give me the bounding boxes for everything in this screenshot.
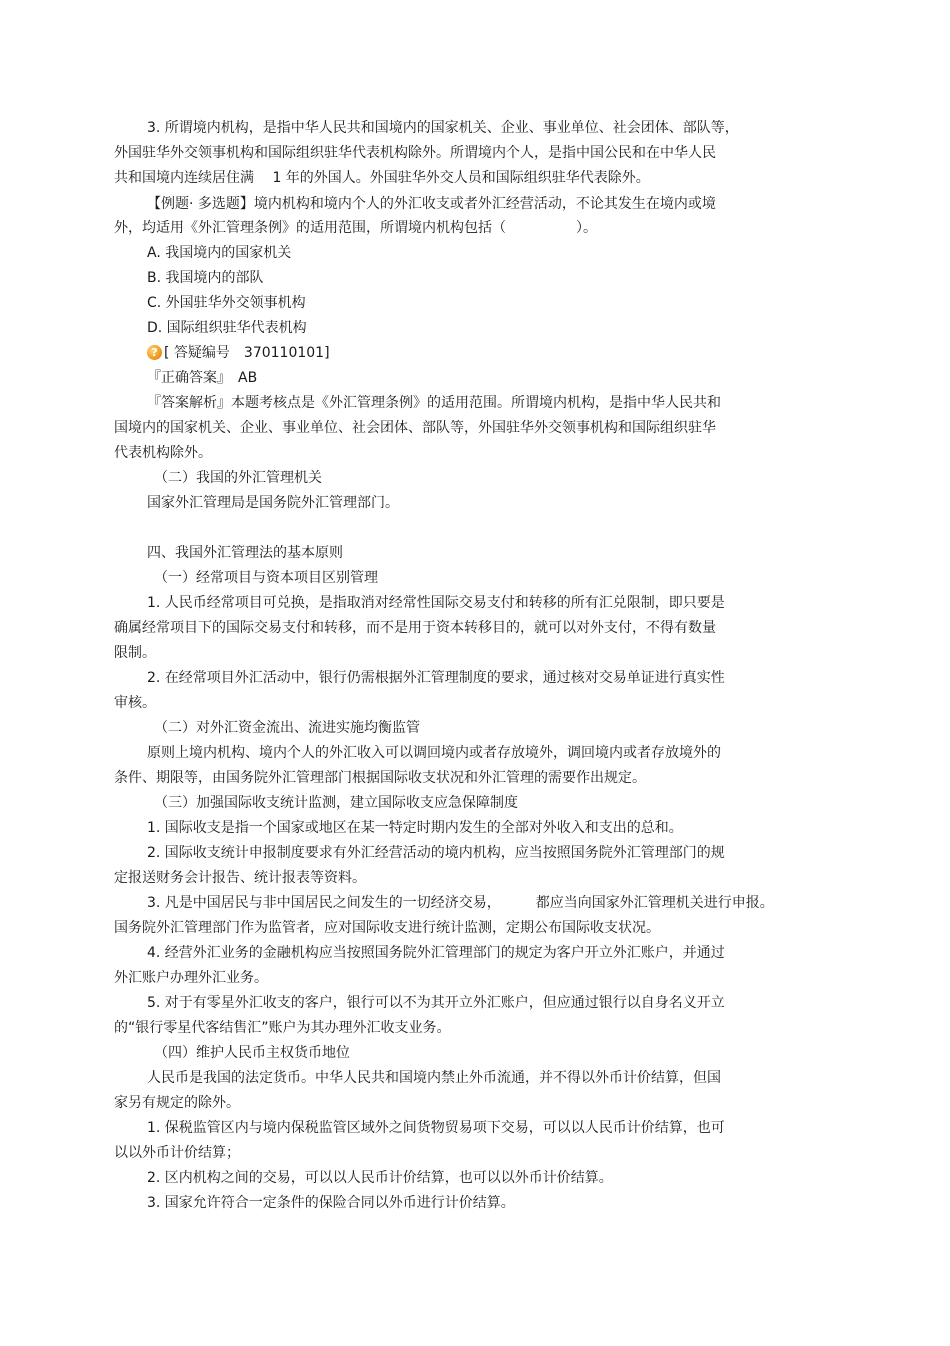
text-line: 外汇账户办理外汇业务。 [114, 970, 268, 986]
text-line: 共和国境内连续居住满 1 年的外国人。外国驻华外交人员和国际组织驻华代表除外。 [114, 170, 650, 186]
text-line: 3. 国家允许符合一定条件的保险合同以外币进行计价结算。 [147, 1195, 515, 1211]
option-b: B. 我国境内的部队 [147, 270, 264, 286]
text-line: 原则上境内机构、境内个人的外汇收入可以调回境内或者存放境外，调回境内或者存放境外的 [147, 745, 721, 761]
text-line: 3. 凡是中国居民与非中国居民之间发生的一切经济交易， 都应当向国家外汇管理机关进行申报。 [147, 895, 774, 911]
text-line: 外，均适用《外汇管理条例》的适用范围，所谓境内机构包括（ ）。 [114, 220, 597, 236]
text-line: 代表机构除外。 [114, 445, 212, 461]
text-line: 5. 对于有零星外汇收支的客户，银行可以不为其开立外汇账户，但应通过银行以自身名义开立 [147, 995, 725, 1011]
text-line: 条件、期限等，由国务院外汇管理部门根据国际收支状况和外汇管理的需要作出规定。 [114, 770, 646, 786]
text-line: 1. 人民币经常项目可兑换，是指取消对经常性国际交易支付和转移的所有汇兑限制，即只要是 [147, 595, 725, 611]
text-line: 2. 在经常项目外汇活动中，银行仍需根据外汇管理制度的要求，通过核对交易单证进行真实性 [147, 670, 725, 686]
text-line: 家另有规定的除外。 [114, 1095, 240, 1111]
text-line: 以以外币计价结算； [114, 1145, 240, 1161]
text-line: 定报送财务会计报告、统计报表等资料。 [114, 870, 366, 886]
option-c: C. 外国驻华外交领事机构 [147, 295, 306, 311]
text-line: 国境内的国家机关、企业、事业单位、社会团体、部队等，外国驻华外交领事机构和国际组织驻华 [114, 420, 716, 436]
section-heading: （二）对外汇资金流出、流进实施均衡监管 [154, 720, 420, 736]
text-line: 的“银行零星代客结售汇”账户为其办理外汇收支业务。 [114, 1020, 451, 1036]
text-line: 国家外汇管理局是国务院外汇管理部门。 [147, 495, 399, 511]
section-heading: （三）加强国际收支统计监测，建立国际收支应急保障制度 [154, 795, 518, 811]
section-heading: （二）我国的外汇管理机关 [154, 470, 322, 486]
text-line: 国务院外汇管理部门作为监管者，应对国际收支进行统计监测，定期公布国际收支状况。 [114, 920, 660, 936]
section-heading: （一）经常项目与资本项目区别管理 [154, 570, 378, 586]
chapter-heading: 四、我国外汇管理法的基本原则 [147, 545, 343, 561]
question-id: [ 答疑编号 370110101] [164, 345, 330, 361]
text-line: 2. 区内机构之间的交易，可以以人民币计价结算，也可以以外币计价结算。 [147, 1170, 613, 1186]
text-line: 外国驻华外交领事机构和国际组织驻华代表机构除外。所谓境内个人，是指中国公民和在中华人民 [114, 145, 716, 161]
text-line: 审核。 [114, 695, 156, 711]
text-line: 1. 保税监管区内与境内保税监管区域外之间货物贸易项下交易，可以以人民币计价结算，也可 [147, 1120, 725, 1136]
answer-explanation: 『答案解析』本题考核点是《外汇管理条例》的适用范围。所谓境内机构，是指中华人民共和 [147, 395, 721, 411]
text-line: 3. 所谓境内机构，是指中华人民共和国境内的国家机关、企业、事业单位、社会团体、部队等， [147, 120, 739, 136]
example-question-line: 【例题· 多选题】境内机构和境内个人的外汇收支或者外汇经营活动，不论其发生在境内或境 [147, 196, 716, 212]
option-a: A. 我国境内的国家机关 [147, 245, 292, 261]
text-line: 1. 国际收支是指一个国家或地区在某一特定时期内发生的全部对外收入和支出的总和。 [147, 820, 683, 836]
text-line: 确属经常项目下的国际交易支付和转移，而不是用于资本转移目的，就可以对外支付，不得有数量 [114, 620, 716, 636]
option-d: D. 国际组织驻华代表机构 [147, 320, 307, 336]
question-icon: ? [147, 345, 162, 360]
section-heading: （四）维护人民币主权货币地位 [154, 1045, 350, 1061]
text-line: 4. 经营外汇业务的金融机构应当按照国务院外汇管理部门的规定为客户开立外汇账户，并通过 [147, 945, 725, 961]
text-line: 人民币是我国的法定货币。中华人民共和国境内禁止外币流通，并不得以外币计价结算，但国 [147, 1070, 721, 1086]
text-line: 2. 国际收支统计申报制度要求有外汇经营活动的境内机构，应当按照国务院外汇管理部门的规 [147, 845, 725, 861]
correct-answer: 『正确答案』 AB [147, 370, 258, 386]
text-line: 限制。 [114, 645, 156, 661]
